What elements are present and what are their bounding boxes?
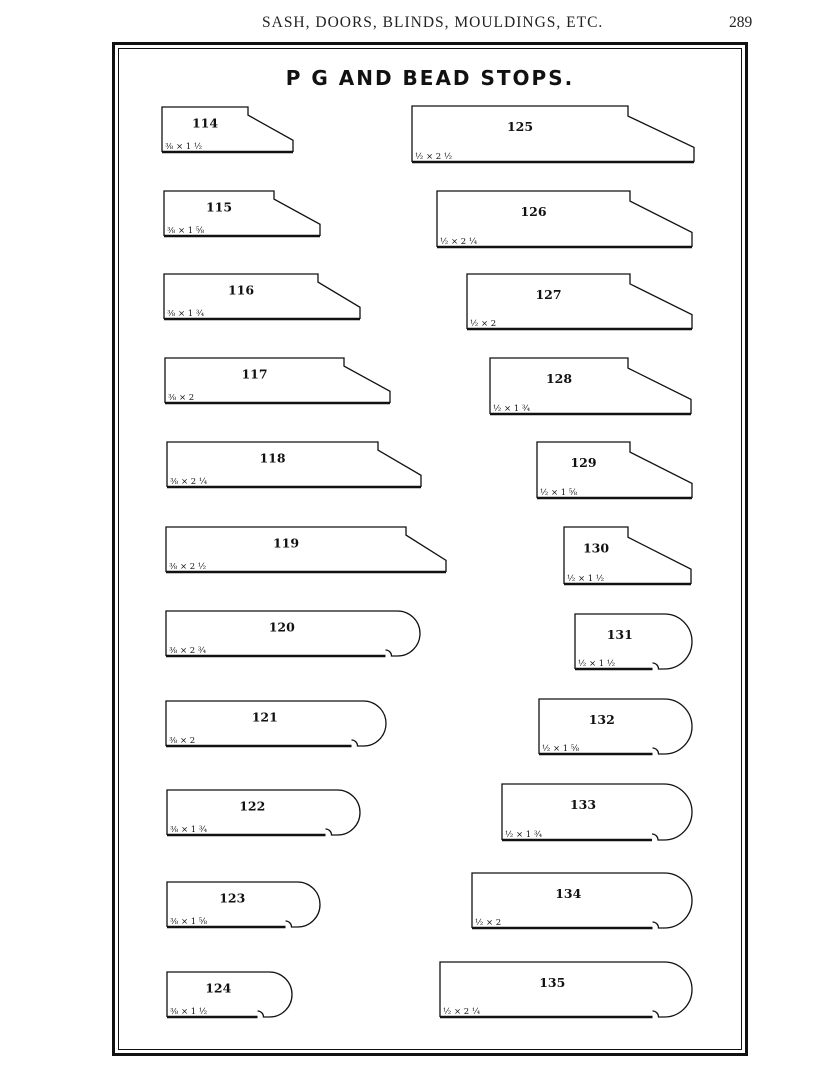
profile-size: ⅜ × 2 ½ [169,562,207,572]
profile-119 [166,527,446,572]
profile-126 [437,191,692,247]
profile-outline [472,873,692,928]
profile-130 [564,527,691,584]
profile-size: ⅜ × 2 [168,393,195,403]
profile-size: ½ × 2 [475,918,502,928]
page-number: 289 [729,14,753,31]
profile-number: 133 [569,797,597,813]
profile-number: 124 [205,980,232,996]
profile-size: ½ × 1 ⅝ [542,744,580,754]
profile-118 [167,442,421,487]
plate-title: P G AND BEAD STOPS. [285,66,575,90]
profile-132 [539,699,692,754]
profile-124 [167,972,292,1017]
profile-number: 119 [272,535,300,551]
profile-size: ½ × 2 ¼ [440,237,478,247]
profile-123 [167,882,320,927]
profile-size: ⅜ × 1 ⅝ [170,917,208,927]
profile-number: 132 [588,711,615,727]
profile-number: 121 [251,709,278,725]
profile-127 [467,274,692,329]
profile-116 [164,274,360,319]
profile-number: 127 [535,286,562,302]
profile-133 [502,784,692,840]
profile-number: 116 [227,282,255,298]
profile-121 [166,701,386,746]
profile-size: ½ × 1 ½ [567,574,605,584]
profile-outline [412,106,694,162]
profile-number: 114 [191,115,219,131]
profile-120 [166,611,420,656]
profile-131 [575,614,692,669]
profile-size: ⅜ × 1 ¾ [167,309,205,319]
profile-number: 123 [219,890,246,906]
profile-122 [167,790,360,835]
profile-size: ½ × 1 ½ [578,659,616,669]
profile-number: 125 [506,119,534,135]
profile-size: ⅜ × 2 ¾ [169,646,207,656]
profile-number: 118 [259,450,286,466]
profile-size: ⅜ × 1 ½ [165,142,203,152]
profile-number: 135 [539,974,566,990]
profile-125 [412,106,694,162]
profile-number: 128 [545,371,573,387]
profile-117 [165,358,390,403]
profile-size: ½ × 1 ¾ [505,830,543,840]
profile-size: ⅜ × 2 [169,736,196,746]
profile-129 [537,442,692,498]
profile-number: 126 [520,204,547,220]
profile-outline [166,527,446,572]
profile-number: 134 [555,885,582,901]
profile-number: 131 [606,626,633,642]
profile-size: ⅜ × 1 ¾ [170,825,208,835]
profile-number: 129 [570,455,597,471]
profile-number: 115 [205,199,233,215]
profile-115 [164,191,320,236]
profile-134 [472,873,692,928]
profile-size: ½ × 2 [470,319,497,329]
profile-size: ⅜ × 1 ⅝ [167,226,205,236]
profile-size: ½ × 1 ¾ [493,404,531,414]
profile-outline [467,274,692,329]
profile-number: 120 [268,619,295,635]
profile-number: 130 [582,540,610,556]
profile-number: 122 [239,798,266,814]
profile-size: ⅜ × 1 ½ [170,1007,208,1017]
profile-114 [162,107,293,152]
profile-135 [440,962,692,1017]
profile-size: ½ × 1 ⅝ [540,488,578,498]
profile-size: ⅜ × 2 ¼ [170,477,208,487]
profile-number: 117 [241,366,268,382]
running-title: SASH, DOORS, BLINDS, MOULDINGS, ETC. [262,14,604,31]
profile-size: ½ × 2 ½ [415,152,453,162]
profile-outline [165,358,390,403]
profile-128 [490,358,691,414]
profile-size: ½ × 2 ¼ [443,1007,481,1017]
